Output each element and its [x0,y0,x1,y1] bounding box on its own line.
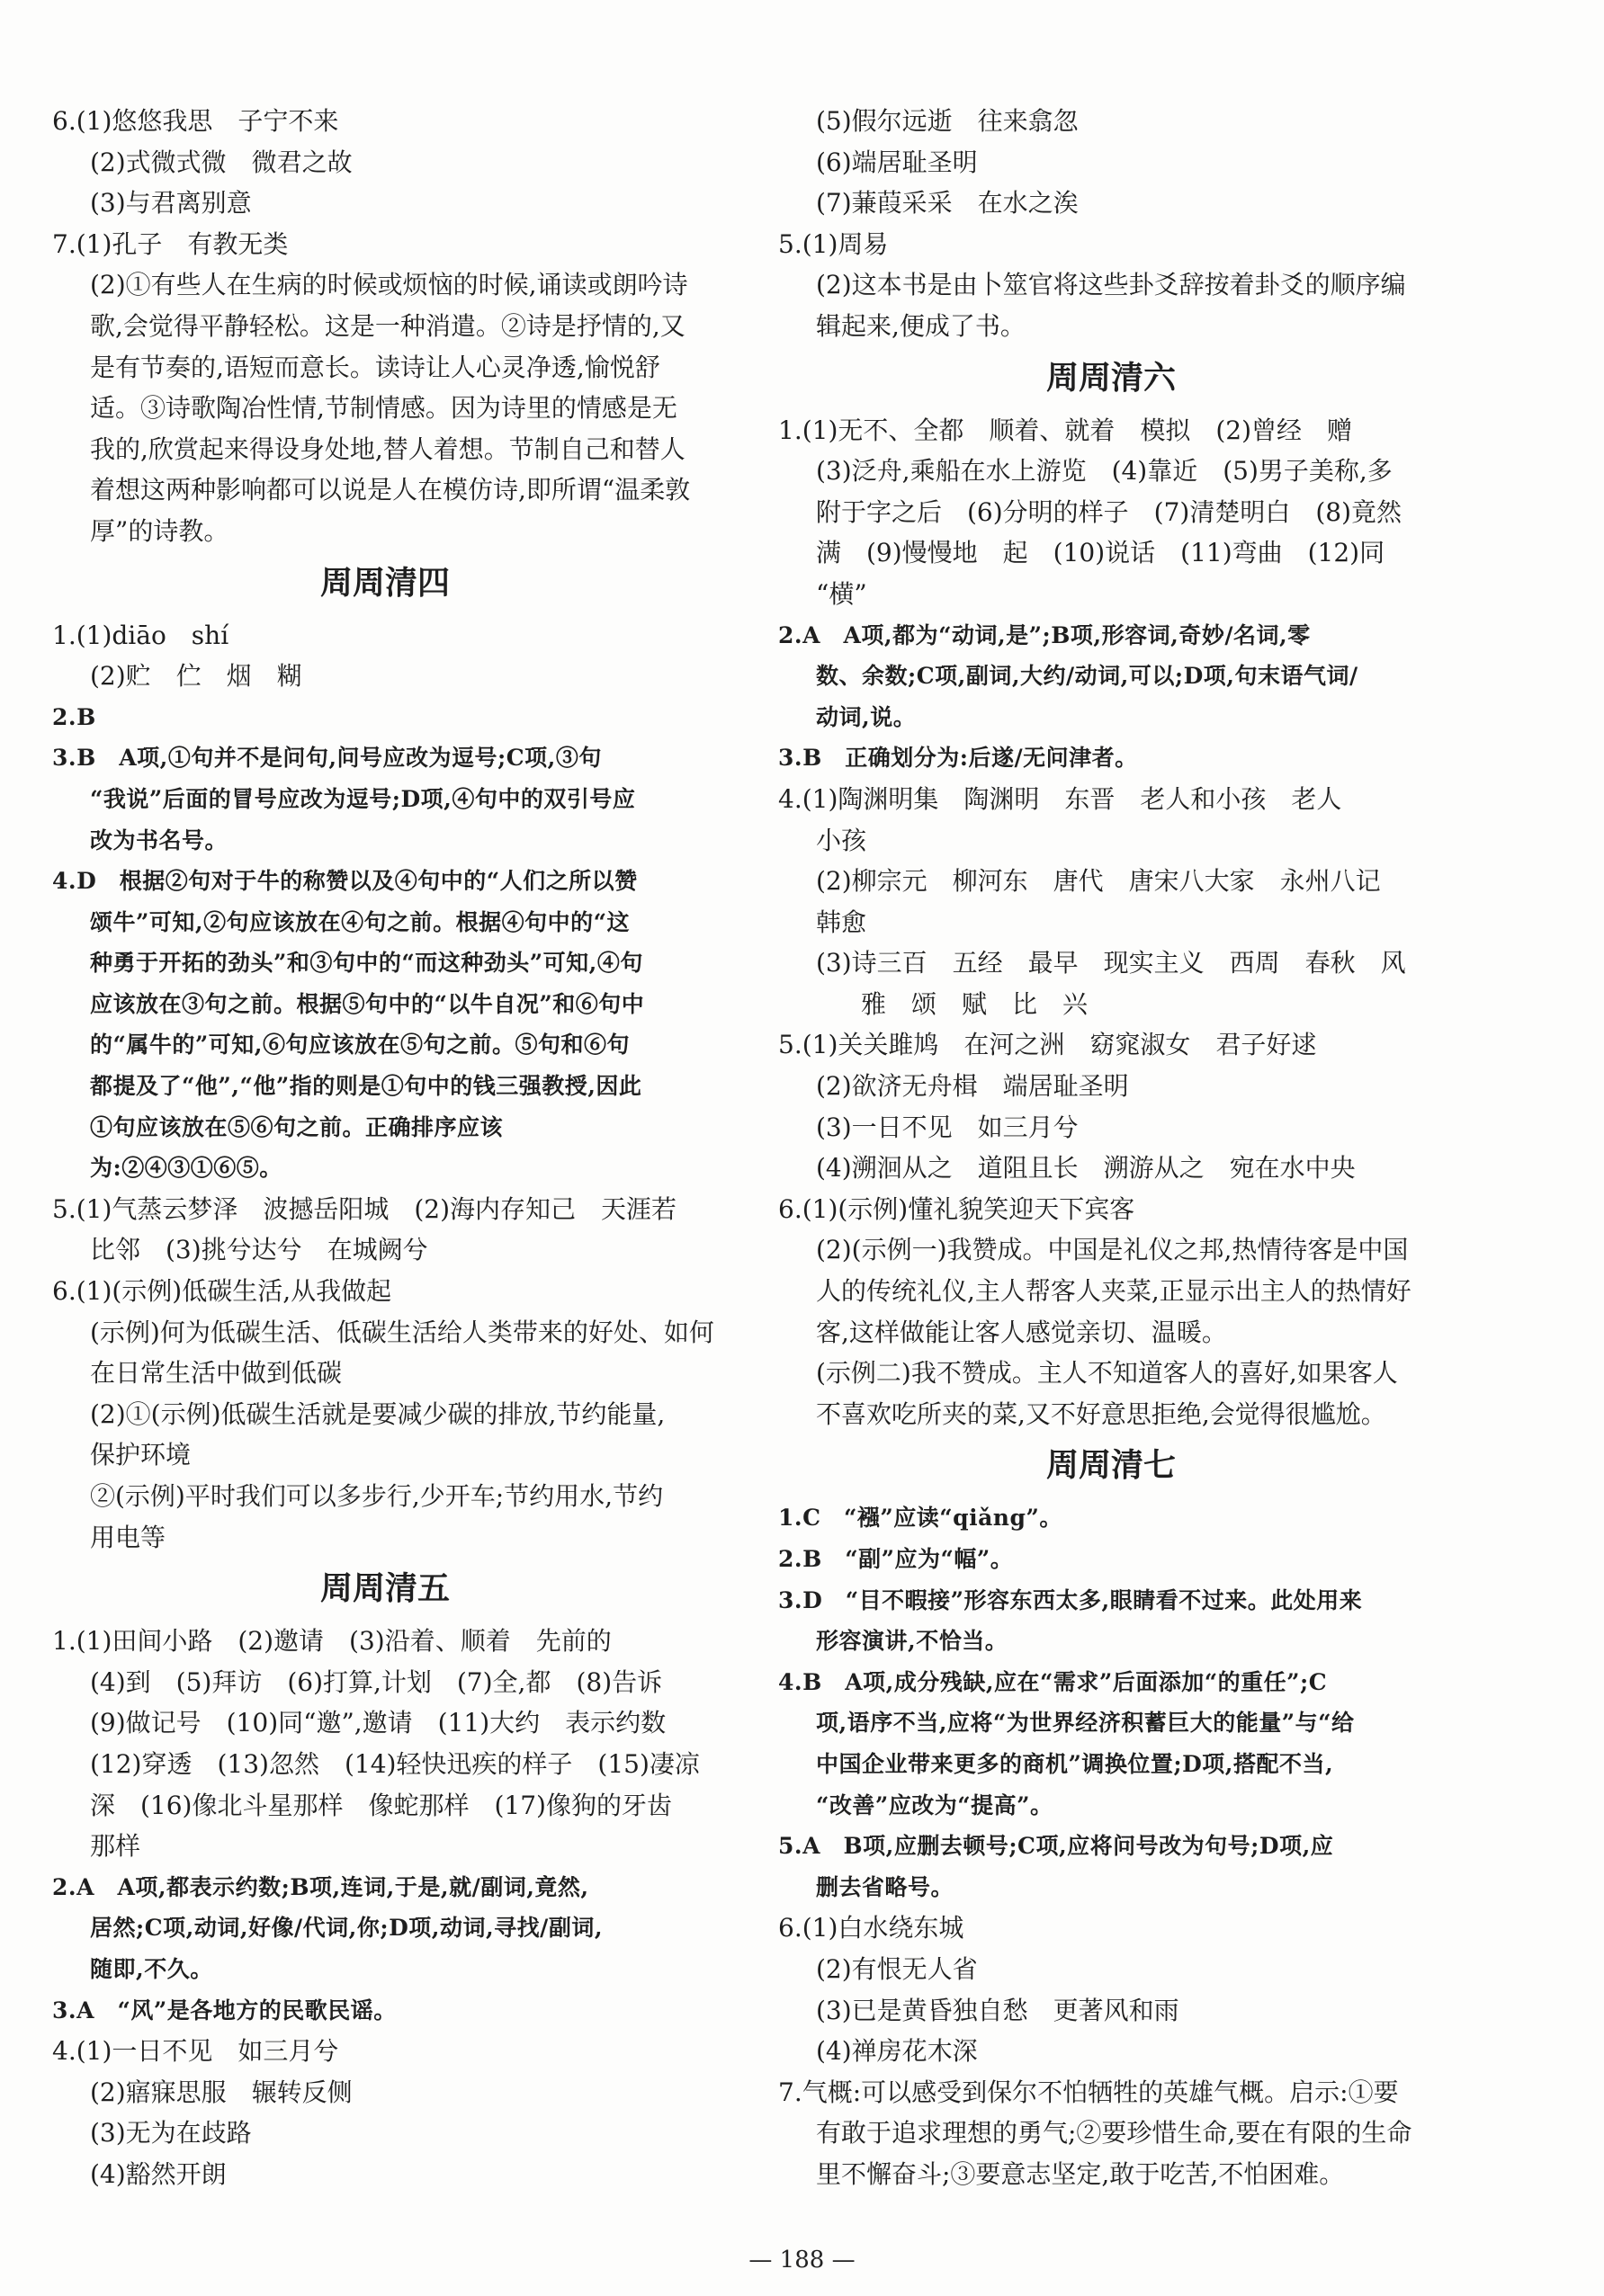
text-line: (2)①有些人在生病的时候或烦恼的时候,诵读或朗吟诗 [90,270,688,300]
text-line: 满 (9)慢慢地 起 (10)说话 (11)弯曲 (12)同 [816,538,1385,568]
text-line: 不喜欢吃所夹的菜,又不好意思拒绝,会觉得很尴尬。 [816,1398,1386,1429]
text-line: 保护环境 [90,1440,192,1470]
text-line: 1.C “襁”应读“qiǎng”。 [778,1505,1062,1532]
text-line: 那样 [90,1831,141,1862]
text-line: (12)穿透 (13)忽然 (14)轻快迅疾的样子 (15)凄凉 [90,1748,700,1779]
text-line: 4.(1)一日不见 如三月兮 [52,2036,339,2067]
text-line: 都提及了“他”,“他”指的则是①句中的钱三强教授,因此 [90,1073,642,1100]
text-line: 居然;C项,动词,好像/代词,你;D项,动词,寻找/副词, [90,1915,604,1942]
text-line: 中国企业带来更多的商机”调换位置;D项,搭配不当, [816,1750,1334,1777]
text-line: 小孩 [816,825,867,855]
text-line: (2)有恨无人省 [816,1953,978,1984]
text-line: (3)无为在歧路 [90,2118,252,2149]
text-line: (4)溯洄从之 道阻且长 溯游从之 宛在水中央 [816,1153,1356,1184]
text-line: 的“属牛的”可知,⑥句应该放在⑤句之前。⑤句和⑥句 [90,1032,630,1059]
text-line: 2.A A项,都表示约数;B项,连词,于是,就/副词,竟然, [52,1873,589,1900]
text-line: “改善”应改为“提高”。 [816,1791,1053,1818]
page-number: — 188 — [748,2247,856,2274]
text-line: (示例二)我不赞成。主人不知道客人的喜好,如果客人 [816,1358,1398,1389]
text-line: (3)诗三百 五经 最早 现实主义 西周 春秋 风 [816,948,1406,978]
text-line: ①句应该放在⑤⑥句之前。正确排序应该 [90,1113,504,1140]
text-line: (5)假尔远逝 往来翕忽 [816,106,1079,136]
text-line: (9)做记号 (10)同“邀”,邀请 (11)大约 表示约数 [90,1708,667,1738]
text-line: 5.A B项,应删去顿号;C项,应将问号改为句号;D项,应 [778,1833,1334,1860]
text-line: (4)豁然开朗 [90,2158,227,2189]
text-line: 改为书名号。 [90,826,229,853]
text-line: 2.B “副”应为“幅”。 [778,1546,1014,1572]
text-line: 为:②④③①⑥⑤。 [90,1155,282,1182]
text-line: 形容演讲,不恰当。 [816,1628,1008,1655]
text-line: 6.(1)悠悠我思 子宁不来 [52,106,339,136]
text-line: 5.(1)周易 [778,228,889,259]
text-line: 3.B A项,①句并不是问句,问号应改为逗号;C项,③句 [52,745,602,772]
text-line: (2)欲济无舟楫 端居耻圣明 [816,1071,1129,1102]
text-line: 适。③诗歌陶冶性情,节制情感。因为诗里的情感是无 [90,393,677,424]
text-line: 有敢于追求理想的勇气;②要珍惜生命,要在有限的生命 [816,2118,1412,2149]
text-line: 4.B A项,成分残缺,应在“需求”后面添加“的重任”;C [778,1668,1328,1695]
text-line: 辑起来,便成了书。 [816,310,1026,341]
text-line: (3)与君离别意 [90,188,252,219]
text-line: 种勇于开拓的劲头”和③句中的“而这种劲头”可知,④句 [90,950,643,977]
section-heading: 周周清六 [1045,359,1176,397]
text-line: 韩愈 [816,907,867,937]
text-line: (3)已是黄昏独自愁 更著风和雨 [816,1995,1179,2025]
text-line: 随即,不久。 [90,1955,213,1982]
text-line: (2)贮 伫 烟 糊 [90,661,302,692]
text-line: (3)一日不见 如三月兮 [816,1112,1079,1142]
text-line: 4.(1)陶渊明集 陶渊明 东晋 老人和小孩 老人 [778,783,1342,814]
text-line: 项,语序不当,应将“为世界经济积蓄巨大的能量”与“给 [816,1710,1355,1737]
section-heading: 周周清四 [319,564,450,602]
text-line: 3.B 正确划分为:后遂/无问津者。 [778,745,1138,772]
text-line: (6)端居耻圣明 [816,147,978,177]
text-line: 2.B [52,703,96,730]
text-line: 厚”的诗教。 [90,515,229,546]
text-line: 6.(1)(示例)低碳生活,从我做起 [52,1276,392,1307]
right-column [778,101,1444,2195]
text-line: 雅 颂 赋 比 兴 [861,988,1089,1019]
text-line: 客,这样做能让客人感觉亲切、温暖。 [816,1317,1227,1347]
text-line: 7.气概:可以感受到保尔不怕牺牲的英雄气概。启示:①要 [778,2077,1399,2107]
text-line: 用电等 [90,1522,166,1552]
text-line: (2)(示例一)我赞成。中国是礼仪之邦,热情待客是中国 [816,1235,1409,1265]
text-line: 7.(1)孔子 有教无类 [52,228,289,259]
text-line: 颂牛”可知,②句应该放在④句之前。根据④句中的“这 [90,908,630,935]
text-line: 在日常生活中做到低碳 [90,1358,343,1389]
text-line: 是有节奏的,语短而意长。读诗让人心灵净透,愉悦舒 [90,352,660,382]
text-line: 1.(1)田间小路 (2)邀请 (3)沿着、顺着 先前的 [52,1626,612,1657]
text-line: 我的,欣赏起来得设身处地,替人着想。节制自己和替人 [90,433,686,464]
text-line: 动词,说。 [816,703,917,730]
text-line: 5.(1)关关雎鸠 在河之洲 窈窕淑女 君子好逑 [778,1030,1317,1060]
text-line: 6.(1)白水绕东城 [778,1913,964,1943]
text-line: (2)①(示例)低碳生活就是要减少碳的排放,节约能量, [90,1398,666,1429]
text-line: 3.A “风”是各地方的民歌民谣。 [52,1997,397,2024]
text-line: 6.(1)(示例)懂礼貌笑迎天下宾客 [778,1193,1135,1224]
text-line: (2)式微式微 微君之故 [90,147,353,177]
text-line: 比邻 (3)挑兮达兮 在城阙兮 [90,1235,428,1265]
text-line: 4.D 根据②句对于牛的称赞以及④句中的“人们之所以赞 [52,868,638,895]
section-heading: 周周清七 [1045,1447,1176,1485]
text-line: 深 (16)像北斗星那样 像蛇那样 (17)像狗的牙齿 [90,1790,672,1820]
text-line: 里不懈奋斗;③要意志坚定,敢于吃苦,不怕困难。 [816,2158,1345,2189]
text-line: 1.(1)diāo shí [52,620,229,650]
text-line: (2)这本书是由卜筮官将这些卦爻辞按着卦爻的顺序编 [816,270,1406,300]
text-line: ②(示例)平时我们可以多步行,少开车;节约用水,节约 [90,1481,664,1511]
text-line: 歌,会觉得平静轻松。这是一种消遣。②诗是抒情的,又 [90,310,686,341]
text-line: 删去省略号。 [816,1873,954,1900]
text-line: (4)禅房花木深 [816,2036,978,2067]
text-line: (2)柳宗元 柳河东 唐代 唐宋八大家 永州八记 [816,866,1381,897]
text-line: 1.(1)无不、全都 顺着、就着 模拟 (2)曾经 赠 [778,415,1353,445]
section-heading: 周周清五 [319,1570,450,1608]
text-line: 着想这两种影响都可以说是人在模仿诗,即所谓“温柔敦 [90,475,691,505]
text-line: 数、余数;C项,副词,大约/动词,可以;D项,句末语气词/ [816,663,1358,690]
text-line: 附于字之后 (6)分明的样子 (7)清楚明白 (8)竟然 [816,496,1402,527]
text-line: (4)到 (5)拜访 (6)打算,计划 (7)全,都 (8)告诉 [90,1666,663,1697]
text-line: 3.D “目不暇接”形容东西太多,眼睛看不过来。此处用来 [778,1586,1363,1613]
text-line: 人的传统礼仪,主人帮客人夹菜,正显示出主人的热情好 [816,1276,1411,1307]
text-line: (示例)何为低碳生活、低碳生活给人类带来的好处、如何 [90,1317,714,1347]
text-line: “我说”后面的冒号应改为逗号;D项,④句中的双引号应 [90,785,636,812]
text-line: 应该放在③句之前。根据⑤句中的“以牛自况”和⑥句中 [90,990,645,1017]
text-line: 2.A A项,都为“动词,是”;B项,形容词,奇妙/名词,零 [778,621,1311,648]
text-line: “横” [816,578,867,609]
text-line: (2)寤寐思服 辗转反侧 [90,2077,353,2107]
text-line: (7)蒹葭采采 在水之涘 [816,188,1079,219]
left-column [52,101,718,2195]
text-line: (3)泛舟,乘船在水上游览 (4)靠近 (5)男子美称,多 [816,456,1393,487]
text-line: 5.(1)气蒸云梦泽 波撼岳阳城 (2)海内存知己 天涯若 [52,1193,677,1224]
